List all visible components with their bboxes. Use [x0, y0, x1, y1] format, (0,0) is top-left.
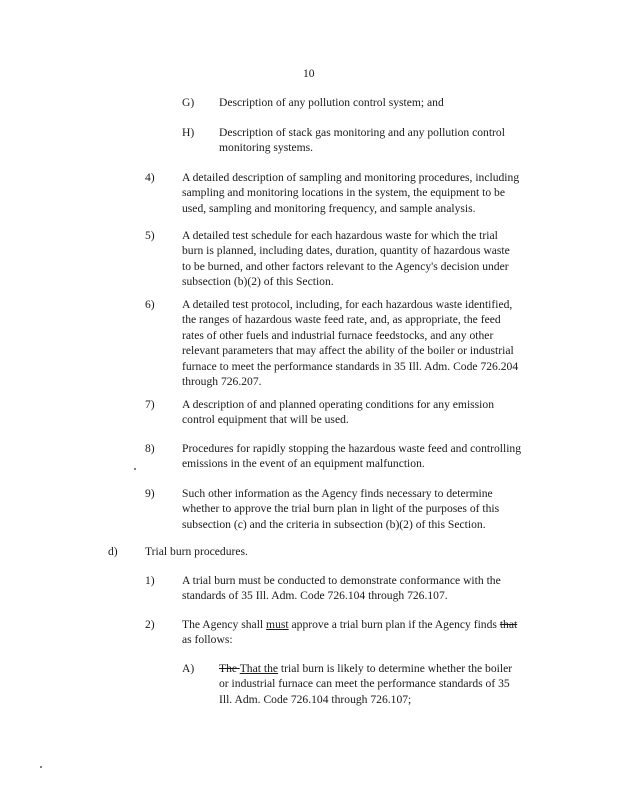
text-line: relevant parameters that may affect the ability of the boiler or industrial: [182, 344, 514, 358]
text-line: A detailed test schedule for each hazardous waste for which the trial: [182, 229, 498, 242]
section-heading: Trial burn procedures.: [145, 545, 248, 558]
inserted-text: must: [266, 618, 289, 631]
text-line: rates of other fuels and industrial furnace feedstocks, and any other: [182, 328, 494, 342]
text-line: Procedures for rapidly stopping the hazardous waste feed and controlling: [182, 442, 522, 455]
text-span: The Agency shall: [182, 618, 267, 631]
text-span: approve a trial burn plan if the Agency finds: [288, 618, 500, 631]
item-text: [182, 297, 562, 389]
item-label: H): [182, 126, 195, 139]
text-line: A trial burn must be conducted to demonstrate conformance with the: [182, 574, 501, 587]
text-line: emissions in the event of an equipment malfunction.: [182, 457, 425, 471]
text-line: the ranges of hazardous waste feed rate, and, as appropriate, the feed: [182, 313, 501, 327]
text-line: whether to approve the trial burn plan in light of the purposes of this: [182, 502, 500, 516]
text-line: [182, 617, 562, 632]
item-label: 5): [145, 229, 155, 242]
deleted-text: that: [499, 618, 518, 631]
item-text: [219, 125, 539, 156]
item-label: A): [182, 662, 195, 675]
item-label: 8): [145, 442, 155, 455]
item-label: 7): [145, 398, 155, 411]
item-text: [182, 397, 562, 428]
text-line: control equipment that will be used.: [182, 413, 349, 427]
text-line: Ill. Adm. Code 726.104 through 726.107;: [219, 692, 412, 706]
text-line: used, sampling and monitoring frequency, and sample analysis.: [182, 201, 476, 215]
text-line: subsection (c) and the criteria in subsection (b)(2) of this Section.: [182, 517, 486, 531]
inserted-text: That the: [239, 662, 279, 675]
item-label: G): [182, 96, 195, 109]
item-label: 4): [145, 171, 155, 184]
text-line: as follows:: [182, 633, 233, 647]
item-text: [182, 573, 562, 604]
item-text: [182, 228, 562, 290]
text-line: Description of stack gas monitoring and any pollution control: [219, 126, 505, 139]
item-text: [182, 441, 562, 472]
item-text: [182, 617, 562, 648]
item-text: [182, 170, 562, 216]
text-line: A detailed test protocol, including, for each hazardous waste identified,: [182, 298, 513, 311]
item-label: 2): [145, 618, 155, 631]
item-label: 9): [145, 487, 155, 500]
text-line: furnace to meet the performance standards in 35 Ill. Adm. Code 726.204: [182, 359, 519, 373]
text-line: sampling and monitoring locations in the system, the equipment to be: [182, 186, 505, 200]
text-line: burn is planned, including dates, duration, quantity of hazardous waste: [182, 244, 510, 258]
item-label: 6): [145, 298, 155, 311]
text-line: A description of and planned operating conditions for any emission: [182, 398, 495, 411]
text-line: A detailed description of sampling and monitoring procedures, including: [182, 171, 520, 184]
text-line: monitoring systems.: [219, 141, 314, 155]
item-text: Description of any pollution control system; and: [219, 96, 444, 109]
page-number: 10: [303, 67, 315, 80]
item-text: [219, 661, 549, 707]
scan-speck: [134, 468, 136, 470]
item-label: d): [108, 545, 118, 558]
text-line: or industrial furnace can meet the performance standards of 35: [219, 677, 510, 691]
text-line: standards of 35 Ill. Adm. Code 726.104 through 726.107.: [182, 589, 448, 603]
text-line: through 726.207.: [182, 375, 262, 389]
item-text: [182, 486, 562, 532]
deleted-text: The: [219, 662, 240, 675]
text-line: Such other information as the Agency finds necessary to determine: [182, 487, 493, 500]
text-line: [219, 661, 549, 676]
text-line: to be burned, and other factors relevant to the Agency's decision under: [182, 259, 509, 273]
text-line: subsection (b)(2) of this Section.: [182, 275, 334, 289]
item-label: 1): [145, 574, 155, 587]
text-span: trial burn is likely to determine whether the boiler: [278, 662, 513, 675]
scan-speck: [40, 766, 42, 768]
